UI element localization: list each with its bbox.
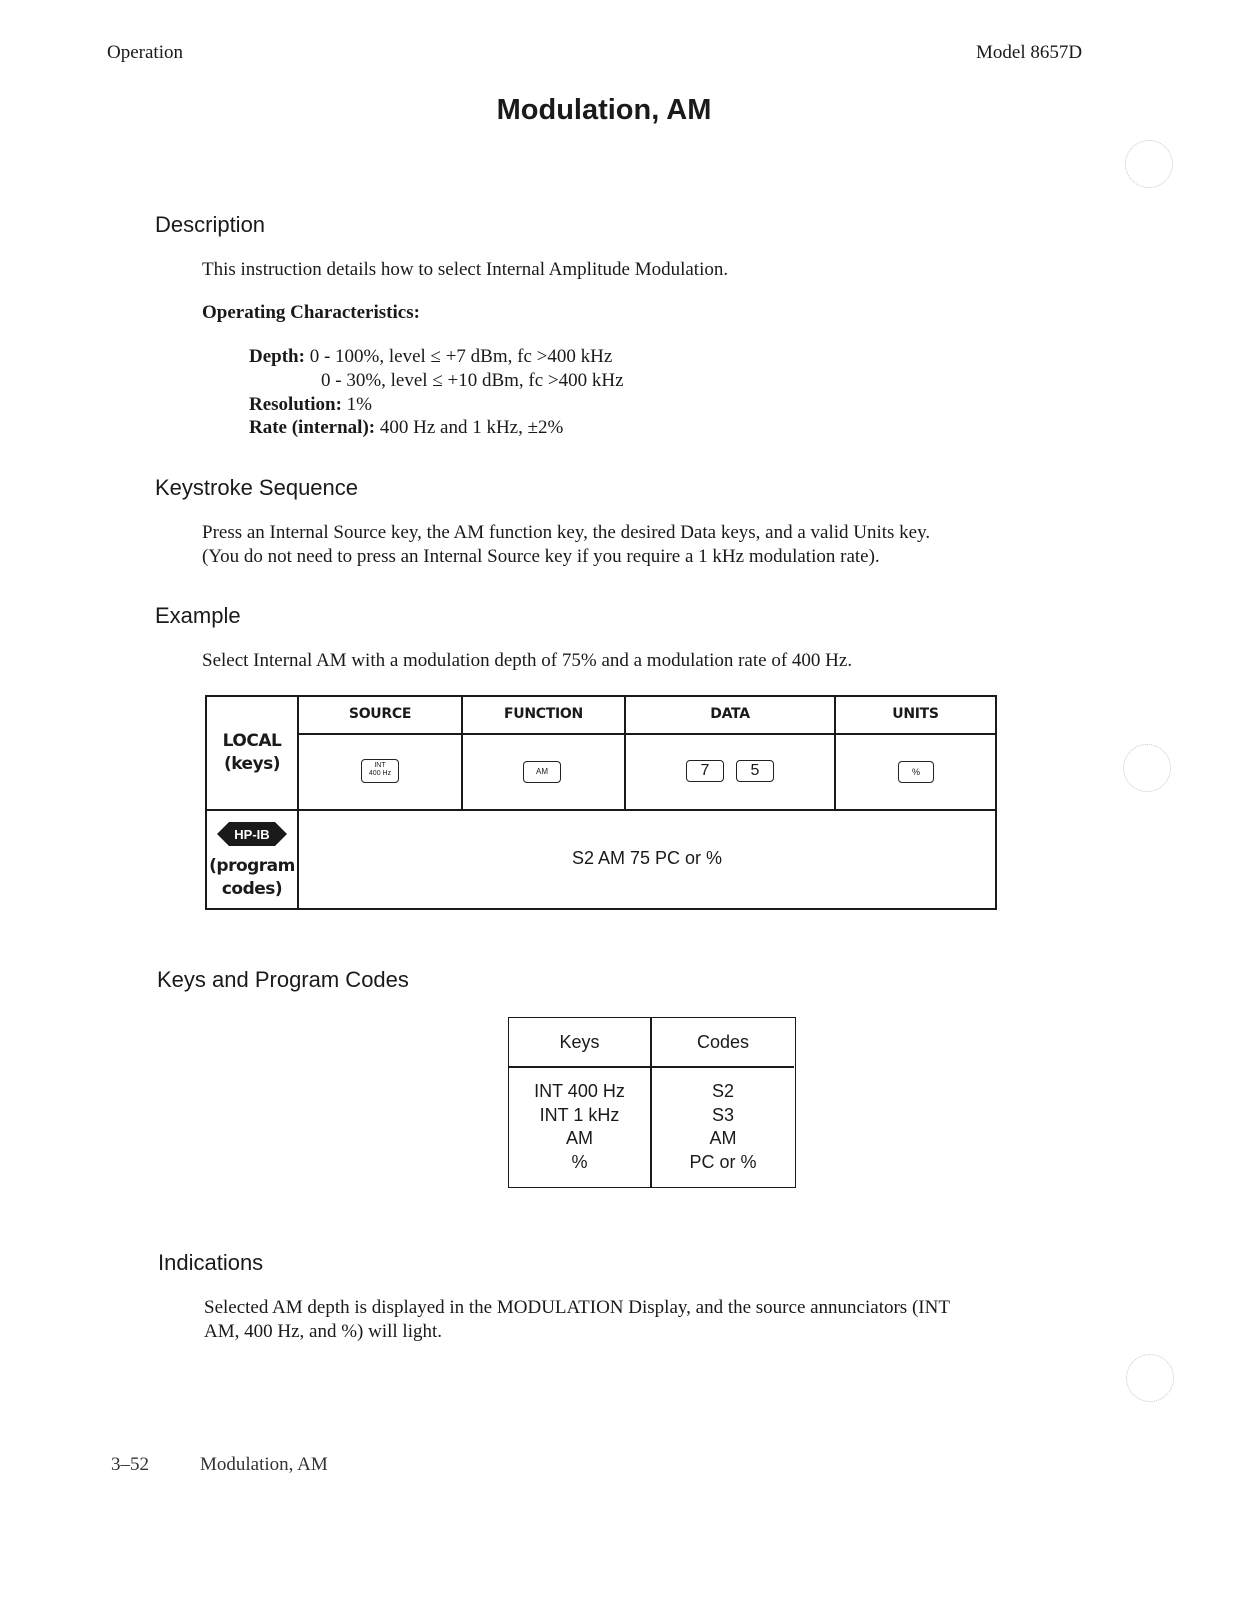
am-key: AM: [523, 761, 561, 783]
rate-value: 400 Hz and 1 kHz, ±2%: [375, 417, 564, 438]
keystroke-line-1: Press an Internal Source key, the AM function key, the desired Data keys, and a valid Units key.: [202, 522, 931, 543]
depth-label: Depth:: [249, 346, 305, 367]
int-400hz-key: [361, 759, 399, 783]
table-row-code: S3: [711, 1104, 735, 1125]
header-model-label: Model 8657D: [976, 42, 1083, 63]
col-header-source: SOURCE: [348, 706, 412, 722]
header-section-label: Operation: [107, 42, 183, 63]
col-header-data: DATA: [710, 706, 750, 722]
rate-line: [249, 416, 563, 440]
col-header-keys: Keys: [559, 1032, 600, 1052]
resolution-value: 1%: [341, 394, 372, 415]
footer-page-number: 3–52: [111, 1454, 149, 1475]
indications-line-2: AM, 400 Hz, and %) will light.: [204, 1321, 443, 1342]
data-key-7: 7: [686, 760, 724, 782]
keystroke-line-2: (You do not need to press an Internal Source key if you require a 1 kHz modulation rate).: [202, 546, 880, 567]
codes-column: [652, 1080, 794, 1174]
int-400hz-key-bottom: 400 Hz: [368, 770, 392, 777]
footer-section-title: Modulation, AM: [200, 1454, 328, 1475]
keys-codes-table: [508, 1017, 796, 1188]
punch-hole-bottom: [1126, 1354, 1174, 1402]
table-row-key: INT 1 kHz: [539, 1104, 620, 1125]
hpib-badge-icon: [217, 821, 287, 847]
program-code-sequence: S2 AM 75 PC or %: [571, 848, 723, 868]
table-row-code: PC or %: [689, 1151, 757, 1172]
resolution-line: [249, 393, 372, 417]
punch-hole-top: [1125, 140, 1173, 188]
depth-line-1: [249, 345, 612, 369]
hpib-badge-text: HP-IB: [234, 827, 270, 842]
depth-value-1: 0 - 100%, level ≤ +7 dBm, fc >400 kHz: [304, 346, 613, 367]
table-row-code: S2: [711, 1081, 735, 1101]
keys-label: (keys): [223, 754, 281, 774]
table-row-key: AM: [566, 1128, 593, 1148]
page-title: Modulation, AM: [496, 94, 712, 126]
depth-value-2: 0 - 30%, level ≤ +10 dBm, fc >400 kHz: [321, 370, 624, 391]
keys-column: [509, 1080, 650, 1174]
rate-label: Rate (internal):: [249, 417, 376, 438]
program-codes-label: [207, 855, 297, 901]
table-row-key: INT 400 Hz: [534, 1081, 625, 1101]
col-header-function: FUNCTION: [504, 706, 583, 722]
data-key-5: 5: [736, 760, 774, 782]
punch-hole-middle: [1123, 744, 1171, 792]
keystroke-heading: Keystroke Sequence: [155, 475, 359, 500]
codes-label: codes): [221, 879, 283, 899]
int-400hz-key-top: INT: [374, 762, 386, 769]
col-header-codes: Codes: [696, 1032, 750, 1052]
example-heading: Example: [155, 603, 241, 628]
indications-line-1: Selected AM depth is displayed in the MODULATION Display, and the source annunciators (INT: [204, 1297, 950, 1318]
resolution-label: Resolution:: [249, 394, 342, 415]
description-intro: This instruction details how to select Internal Amplitude Modulation.: [202, 259, 729, 280]
operating-characteristics-label: Operating Characteristics:: [202, 302, 420, 323]
example-table: [205, 695, 997, 910]
description-heading: Description: [155, 212, 266, 237]
table-row-code: AM: [709, 1128, 737, 1148]
percent-key: %: [898, 761, 934, 783]
example-text: Select Internal AM with a modulation depth of 75% and a modulation rate of 400 Hz.: [202, 650, 853, 671]
table-row-key: %: [571, 1151, 588, 1172]
keys-codes-heading: Keys and Program Codes: [157, 967, 409, 992]
program-label: (program: [209, 856, 295, 876]
local-keys-label: [207, 730, 297, 776]
local-label: LOCAL: [222, 731, 282, 751]
indications-heading: Indications: [158, 1250, 264, 1275]
col-header-units: UNITS: [892, 706, 939, 722]
